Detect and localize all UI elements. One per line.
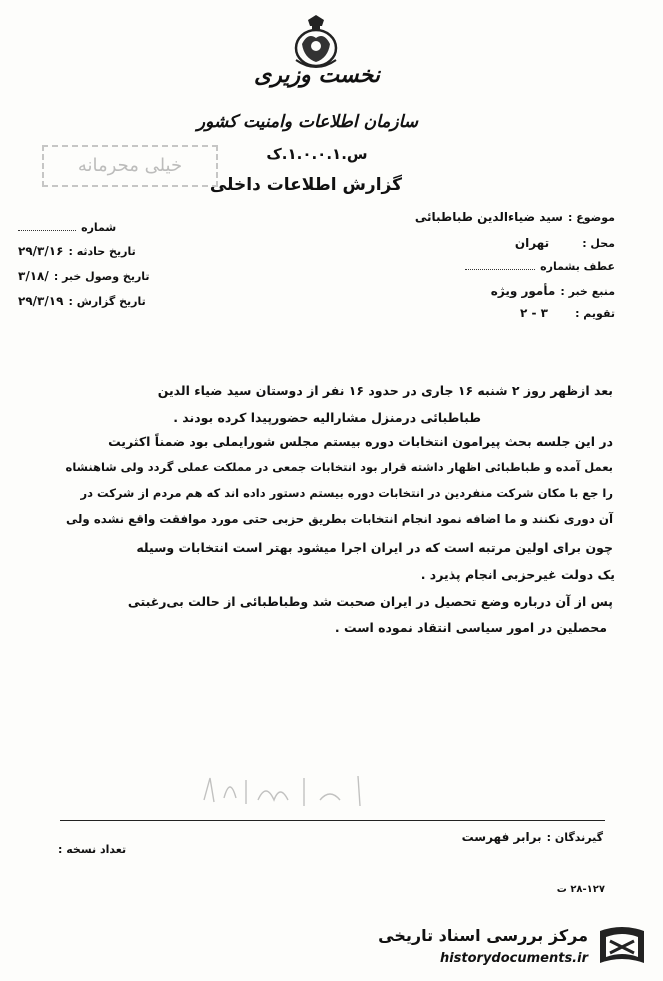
body-line: در این جلسه بحث پیرامون انتخابات دوره بیستم مجلس شورایملی بود ضمناً اکثریت — [108, 434, 613, 449]
report-date-row — [18, 290, 146, 309]
body-line: یک دولت غیرحزبی انجام پذیرد . — [420, 567, 615, 582]
report-date-label: تاریخ گزارش : — [68, 295, 146, 308]
report-date-value: ۲۹/۳/۱۹ — [18, 294, 64, 308]
form-code: ۲۸-۱۲۷ ت — [556, 884, 605, 895]
subject-value: سید ضیاءالدین طباطبائی — [414, 210, 563, 224]
source-value: مأمور ویژه — [490, 284, 556, 298]
recipients-value: برابر فهرست — [461, 830, 542, 844]
grade-value: ۳ - ۲ — [519, 306, 548, 320]
number-label: شماره — [81, 221, 117, 234]
classification-stamp — [42, 145, 218, 187]
follow-row — [465, 255, 615, 274]
receipt-date-value: /۳/۱۸ — [18, 269, 49, 283]
report-title: گزارش اطلاعات داخلی — [209, 175, 402, 195]
event-date-value: ۲۹/۳/۱۶ — [18, 244, 64, 258]
place-value: تهران — [514, 236, 550, 250]
body-line: بعمل آمده و طباطبائی اظهار داشته قرار بود انتخابات جمعی در مملکت عملی گردد ولی شاهنشاه — [65, 460, 613, 474]
place-label: محل : — [582, 237, 615, 250]
source-label: منبع خبر : — [560, 285, 615, 298]
body-line: چون برای اولین مرتبه است که در ایران اجرا میشود بهتر است انتخابات وسیله — [136, 540, 613, 555]
reference-number: س.۱.۰.۰.۱.ک — [266, 145, 368, 163]
footer-divider — [60, 820, 605, 821]
archive-logo-icon — [594, 923, 650, 971]
subject-label: موضوع : — [568, 211, 615, 224]
copies-label: تعداد نسخه : — [58, 843, 127, 856]
event-date-row — [18, 240, 136, 259]
recipients-row — [462, 826, 603, 845]
body-line: پس از آن درباره وضع تحصیل در ایران صحبت شد وطباطبائی از حالت بی‌رغبتی — [127, 594, 613, 609]
body-line: طباطبائی درمنزل مشارالیه حضورپیدا کرده بودند . — [173, 410, 481, 425]
body-line: آن دوری نکنند و ما اضافه نمود انجام انتخابات بطریق حزبی حتی مورد موافقت واقع نشده ولی — [66, 512, 613, 526]
recipients-label: گیرندگان : — [546, 831, 603, 844]
receipt-date-row — [18, 265, 150, 284]
receipt-date-label: تاریخ وصول خبر : — [53, 270, 150, 283]
number-row — [18, 216, 116, 235]
place-row — [515, 232, 615, 251]
follow-label: عطف بشماره — [540, 260, 615, 273]
source-row — [491, 280, 615, 299]
body-line: را جع با مکان شرکت منفردین در انتخابات دوره بیستم دستور داده اند که هم مردم از شرکت در — [80, 486, 613, 500]
signature-mark — [200, 770, 390, 810]
watermark-org-name: مرکز بررسی اسناد تاریخی — [378, 926, 588, 945]
copies-row — [58, 838, 126, 857]
watermark-url: historydocuments.ir — [439, 951, 588, 966]
subject-row — [415, 206, 615, 225]
org-line-2: سازمان اطلاعات وامنیت کشور — [196, 112, 418, 132]
stamp-text: خیلی محرمانه — [77, 155, 183, 176]
body-line: محصلین در امور سیاسی انتقاد نموده است . — [334, 620, 607, 635]
body-line: بعد ازظهر روز ۲ شنبه ۱۶ جاری در حدود ۱۶ نفر از دوستان سید ضیاء الدین — [157, 383, 613, 398]
event-date-label: تاریخ حادثه : — [68, 245, 136, 258]
grade-row — [520, 302, 615, 321]
grade-label: تقویم : — [575, 307, 615, 320]
org-line-1: نخست وزیری — [254, 62, 380, 88]
